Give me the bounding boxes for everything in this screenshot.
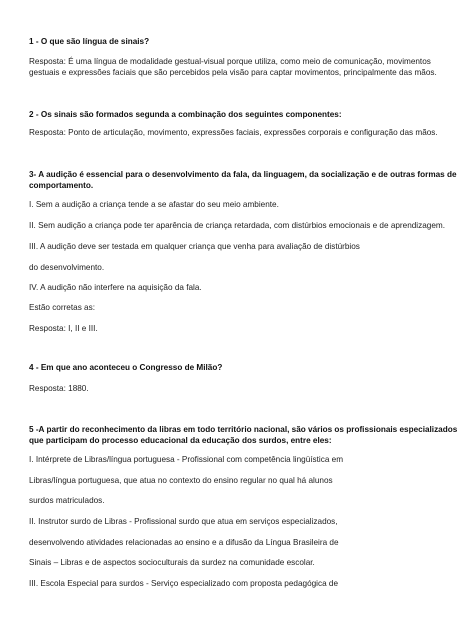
question-3-item-4: IV. A audição não interfere na aquisição da fala. [29, 283, 202, 292]
answer-2: Resposta: Ponto de articulação, movimento, expressões faciais, expressões corporais e configuração das mãos. [29, 128, 438, 137]
question-5-text-line-3: surdos matriculados. [29, 496, 105, 505]
answer-1-line-2: gestuais e expressões faciais que são percebidos pela visão para captar movimentos, principalmente das mãos. [29, 68, 437, 77]
question-5-text-line-1: I. Intérprete de Libras/língua portuguesa - Profissional com competência lingüística em [29, 455, 344, 464]
question-5-line-2: que participam do processo educacional da educação dos surdos, entre eles: [29, 436, 332, 445]
question-3-item-3-line-1: III. A audição deve ser testada em qualquer criança que venha para avaliação de distúrbios [29, 242, 360, 251]
question-3-item-1: I. Sem a audição a criança tende a se afastar do seu meio ambiente. [29, 200, 279, 209]
answer-1-line-1: Resposta: É uma língua de modalidade gestual-visual porque utiliza, como meio de comunicação, movimentos [29, 57, 431, 66]
question-5-text-line-6: Sinais – Libras e de aspectos socioculturais da surdez na comunidade escolar. [29, 558, 315, 567]
question-3-item-2: II. Sem audição a criança pode ter aparência de criança retardada, com distúrbios emocionais e de aprendizagem. [29, 221, 445, 230]
question-3-item-3-line-2: do desenvolvimento. [29, 263, 105, 272]
question-1: 1 - O que são língua de sinais? [29, 37, 150, 46]
answer-4: Resposta: 1880. [29, 384, 89, 393]
question-5-text-line-7: III. Escola Especial para surdos - Serviço especializado com proposta pedagógica de [29, 579, 339, 588]
answer-3: Resposta: I, II e III. [29, 324, 98, 333]
question-5-text-line-2: Libras/língua portuguesa, que atua no contexto do ensino regular no qual há alunos [29, 476, 333, 485]
question-5-line-1: 5 -A partir do reconhecimento da libras em todo território nacional, são vários os profissionais especializados [29, 425, 458, 434]
question-3-correct-label: Estão corretas as: [29, 303, 95, 312]
question-3-line-2: comportamento. [29, 181, 94, 190]
question-5-text-line-5: desenvolvendo atividades relacionadas ao ensino e a difusão da Língua Brasileira de [29, 538, 339, 547]
question-4: 4 - Em que ano aconteceu o Congresso de Milão? [29, 363, 223, 372]
question-3-line-1: 3- A audição é essencial para o desenvolvimento da fala, da linguagem, da socialização e de outras formas de [29, 170, 457, 179]
question-5-text-line-4: II. Instrutor surdo de Libras - Profissional surdo que atua em serviços especializados, [29, 517, 338, 526]
question-2: 2 - Os sinais são formados segunda a combinação dos seguintes componentes: [29, 110, 342, 119]
